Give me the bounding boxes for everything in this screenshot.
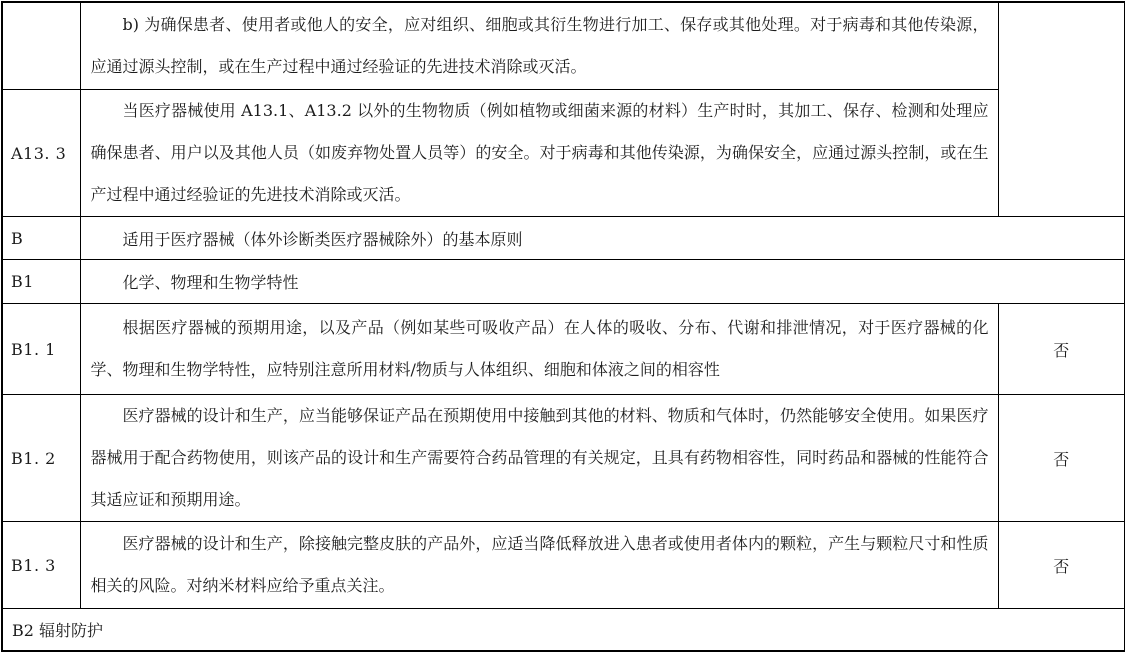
section-heading-cell: B2 辐射防护 xyxy=(2,609,1125,652)
clause-code-cell: B xyxy=(2,217,80,260)
clause-code-cell: B1. 1 xyxy=(2,304,80,395)
table-row xyxy=(2,522,1125,609)
answer-cell: 否 xyxy=(998,304,1125,395)
clause-text-cell: 当医疗器械使用 A13.1、A13.2 以外的生物物质（例如植物或细菌来源的材料）生产时时，其加工、保存、检测和处理应确保患者、用户以及其他人员（如废弃物处置人员等）的安全。对于病毒和其他传染源，为确保安全，应通过源头控制，或在生产过程中通过经验证的先进技术消除或灭活。 xyxy=(80,90,998,217)
answer-cell: 否 xyxy=(998,522,1125,609)
clause-code-cell: B1. 3 xyxy=(2,522,80,609)
clause-code-cell: B1. 2 xyxy=(2,395,80,522)
clause-code-cell xyxy=(2,2,80,90)
clause-code-cell: A13. 3 xyxy=(2,90,80,217)
table-row xyxy=(2,304,1125,395)
requirements-checklist-table xyxy=(1,1,1125,652)
section-title-cell: 化学、物理和生物学特性 xyxy=(80,260,1125,304)
section-title-cell: 适用于医疗器械（体外诊断类医疗器械除外）的基本原则 xyxy=(80,217,1125,260)
table-row xyxy=(2,90,1125,217)
clause-text-cell: 医疗器械的设计和生产，应当能够保证产品在预期使用中接触到其他的材料、物质和气体时，仍然能够安全使用。如果医疗器械用于配合药物使用，则该产品的设计和生产需要符合药品管理的有关规定，且具有药物相容性，同时药品和器械的性能符合其适应证和预期用途。 xyxy=(80,395,998,522)
clause-text-cell: 医疗器械的设计和生产，除接触完整皮肤的产品外，应适当降低释放进入患者或使用者体内的颗粒，产生与颗粒尺寸和性质相关的风险。对纳米材料应给予重点关注。 xyxy=(80,522,998,609)
table-row xyxy=(2,217,1125,260)
answer-cell: 否 xyxy=(998,395,1125,522)
table-row xyxy=(2,2,1125,90)
clause-text-cell: 根据医疗器械的预期用途，以及产品（例如某些可吸收产品）在人体的吸收、分布、代谢和排泄情况，对于医疗器械的化学、物理和生物学特性，应特别注意所用材料/物质与人体组织、细胞和体液之间的相容性 xyxy=(80,304,998,395)
table-row xyxy=(2,260,1125,304)
table-row xyxy=(2,395,1125,522)
table-row xyxy=(2,609,1125,652)
answer-cell xyxy=(998,2,1125,217)
clause-code-cell: B1 xyxy=(2,260,80,304)
clause-text-cell: b) 为确保患者、使用者或他人的安全，应对组织、细胞或其衍生物进行加工、保存或其他处理。对于病毒和其他传染源，应通过源头控制，或在生产过程中通过经验证的先进技术消除或灭活。 xyxy=(80,2,998,90)
